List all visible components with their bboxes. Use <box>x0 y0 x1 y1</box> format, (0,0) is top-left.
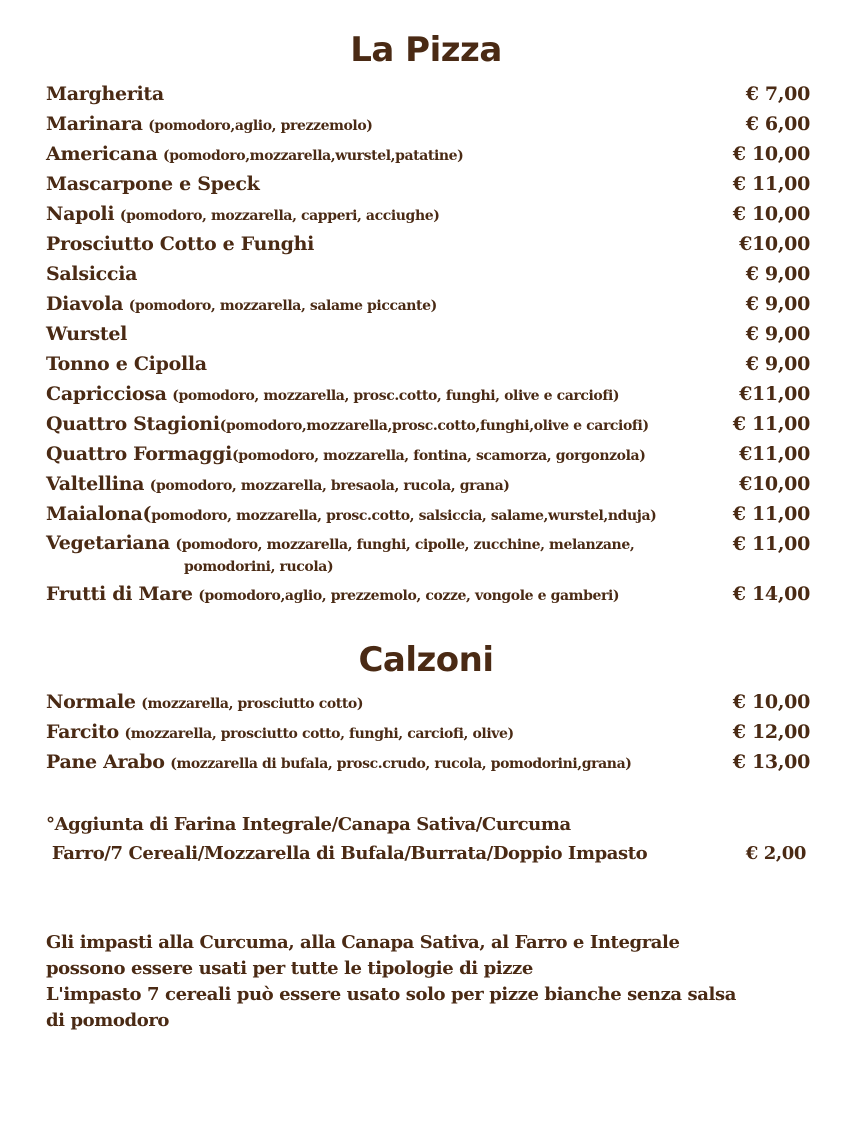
item-name: Mascarpone e Speck <box>46 173 260 195</box>
item-desc: (pomodoro, mozzarella, capperi, acciughe) <box>119 208 440 224</box>
extras-line-2: Farro/7 Cereali/Mozzarella di Bufala/Burrata/Doppio Impasto <box>46 843 648 864</box>
menu-item <box>46 470 810 500</box>
item-price: € 9,00 <box>745 353 810 375</box>
notes-block <box>46 930 816 1034</box>
menu-item: Maialona(pomodoro, mozzarella, prosc.cotto, salsiccia, salame,wurstel,nduja) € 11,00 <box>46 500 810 530</box>
item-price: € 7,00 <box>745 83 810 105</box>
item-price: €11,00 <box>739 443 810 465</box>
calzoni-section-title: Calzoni <box>358 640 494 680</box>
item-desc: (pomodoro, mozzarella, bresaola, rucola, grana) <box>149 478 510 494</box>
item-price: € 9,00 <box>745 323 810 345</box>
menu-item <box>46 440 810 470</box>
item-name: Salsiccia <box>46 263 138 285</box>
item-name: Vegetariana <box>46 532 170 554</box>
item-desc: (pomodoro, mozzarella, funghi, cipolle, zucchine, melanzane, <box>175 537 635 553</box>
item-name: Prosciutto Cotto e Funghi <box>46 233 315 255</box>
note-line-1: Gli impasti alla Curcuma, alla Canapa Sativa, al Farro e Integrale <box>46 932 680 953</box>
extras-line-1: °Aggiunta di Farina Integrale/Canapa Sativa/Curcuma <box>46 814 571 835</box>
extras-price: € 2,00 <box>745 843 806 864</box>
menu-item <box>46 230 810 260</box>
item-name: Americana <box>46 143 158 165</box>
menu-item <box>46 380 810 410</box>
item-name: Tonno e Cipolla <box>46 353 207 375</box>
item-desc: (pomodoro,mozzarella,prosc.cotto,funghi,olive e carciofi) <box>219 418 649 434</box>
item-name: Maialona <box>46 503 143 525</box>
item-price: € 9,00 <box>745 263 810 285</box>
menu-item <box>46 748 810 778</box>
item-name: Valtellina <box>46 473 145 495</box>
item-desc: (mozzarella, prosciutto cotto, funghi, carciofi, olive) <box>124 726 514 742</box>
menu-item <box>46 170 810 200</box>
item-desc: (pomodoro, mozzarella, fontina, scamorza, gorgonzola) <box>232 448 646 464</box>
item-desc: (pomodoro,aglio, prezzemolo, cozze, vongole e gamberi) <box>198 588 620 604</box>
item-price: € 6,00 <box>745 113 810 135</box>
menu-item <box>46 110 810 140</box>
note-line-2: possono essere usati per tutte le tipologie di pizze <box>46 958 533 979</box>
item-name: Capricciosa <box>46 383 167 405</box>
item-price: € 10,00 <box>732 143 810 165</box>
item-name: Diavola <box>46 293 124 315</box>
item-price: € 11,00 <box>732 173 810 195</box>
item-price: € 11,00 <box>732 413 810 435</box>
item-desc: (pomodoro,mozzarella,wurstel,patatine) <box>163 148 464 164</box>
extras-block <box>46 810 806 868</box>
item-price: € 11,00 <box>732 503 810 525</box>
item-price: € 10,00 <box>732 203 810 225</box>
pizza-section-title: La Pizza <box>350 30 502 70</box>
menu-item <box>46 320 810 350</box>
menu-item <box>46 350 810 380</box>
item-price: € 13,00 <box>732 751 810 773</box>
item-name: Napoli <box>46 203 115 225</box>
menu-item <box>46 200 810 230</box>
item-price: € 9,00 <box>745 293 810 315</box>
note-line-3: L'impasto 7 cereali può essere usato solo per pizze bianche senza salsa <box>46 984 736 1005</box>
calzoni-list <box>46 688 810 778</box>
menu-item <box>46 688 810 718</box>
item-name: Margherita <box>46 83 164 105</box>
item-desc: (mozzarella di bufala, prosc.crudo, rucola, pomodorini,grana) <box>170 756 632 772</box>
item-name: Frutti di Mare <box>46 583 193 605</box>
item-price: €10,00 <box>739 233 810 255</box>
item-price: €10,00 <box>739 473 810 495</box>
item-price: € 14,00 <box>732 583 810 605</box>
menu-item <box>46 530 810 576</box>
item-name: Farcito <box>46 721 119 743</box>
menu-item <box>46 718 810 748</box>
menu-item <box>46 140 810 170</box>
item-name: Pane Arabo <box>46 751 165 773</box>
menu-item <box>46 290 810 320</box>
menu-item <box>46 260 810 290</box>
item-desc: (pomodoro,aglio, prezzemolo) <box>148 118 373 134</box>
item-price: € 12,00 <box>732 721 810 743</box>
item-price: €11,00 <box>739 383 810 405</box>
item-desc-continued: pomodorini, rucola) <box>184 559 334 575</box>
item-name: Normale <box>46 691 136 713</box>
item-desc: (pomodoro, mozzarella, prosc.cotto, funghi, olive e carciofi) <box>172 388 620 404</box>
menu-item <box>46 410 810 440</box>
item-desc: (pomodoro, mozzarella, salame piccante) <box>128 298 437 314</box>
menu-item <box>46 580 810 610</box>
item-name: Quattro Formaggi <box>46 443 233 465</box>
item-name: Marinara <box>46 113 143 135</box>
item-price: € 11,00 <box>732 533 810 555</box>
menu-item <box>46 80 810 110</box>
item-name: Quattro Stagioni <box>46 413 220 435</box>
item-name: Wurstel <box>46 323 128 345</box>
note-line-4: di pomodoro <box>46 1010 170 1031</box>
item-desc: pomodoro, mozzarella, prosc.cotto, salsiccia, salame,wurstel,nduja) <box>151 508 657 524</box>
item-price: € 10,00 <box>732 691 810 713</box>
item-desc: (mozzarella, prosciutto cotto) <box>141 696 364 712</box>
pizza-list <box>46 80 810 610</box>
